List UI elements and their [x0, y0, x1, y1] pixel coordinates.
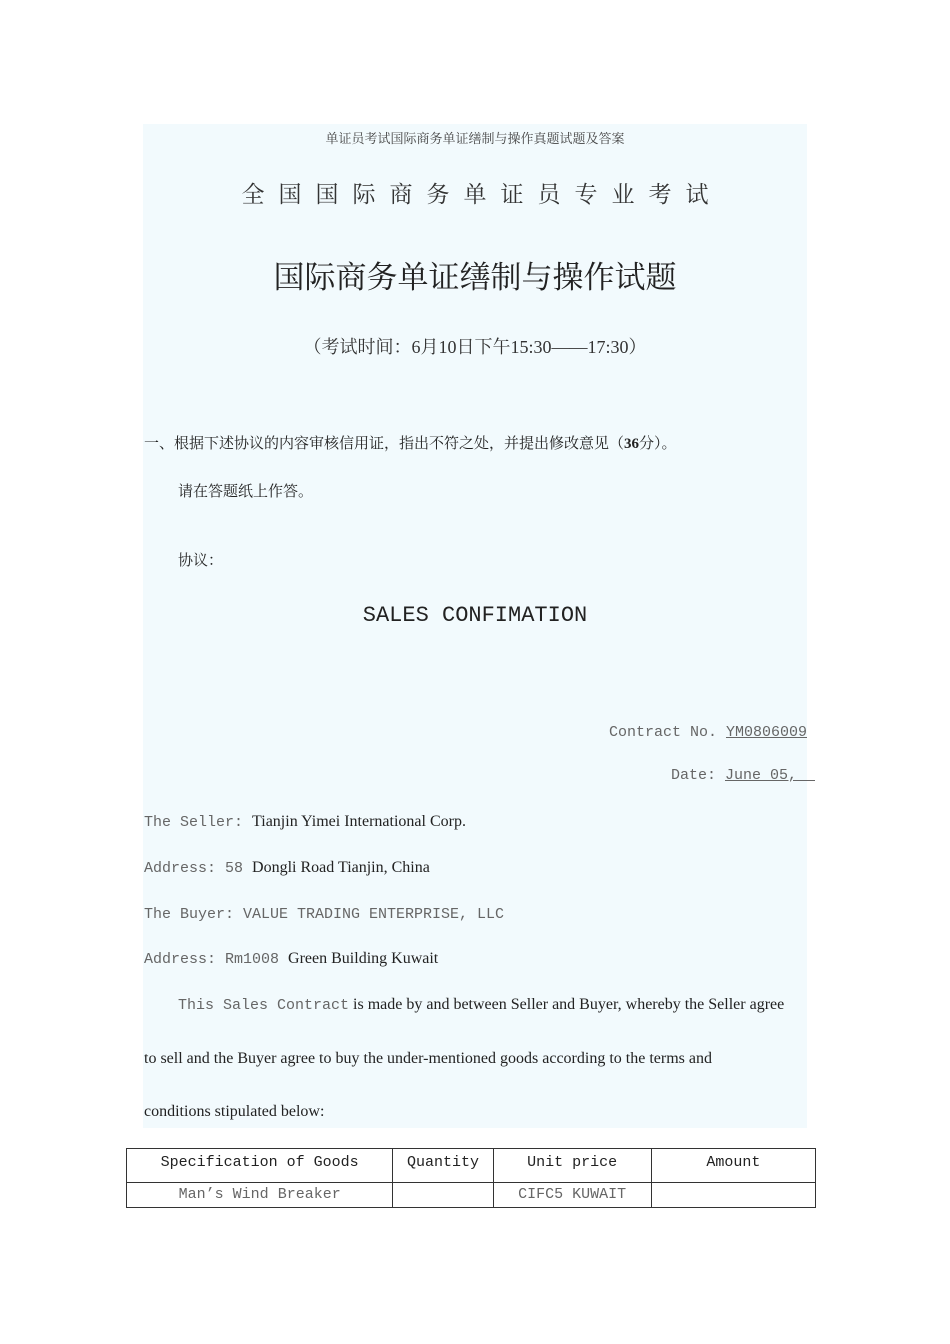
date-value: June 05,	[724, 767, 815, 784]
cell-specification: Man’s Wind Breaker	[127, 1183, 393, 1208]
question-1-text: 一、根据下述协议的内容审核信用证，指出不符之处，并提出修改意见（	[144, 434, 625, 452]
goods-table	[126, 1148, 816, 1208]
contract-paragraph-line-3: conditions stipulated below:	[144, 1103, 325, 1120]
buyer-line: The Buyer: VALUE TRADING ENTERPRISE, LLC	[144, 906, 505, 923]
sales-confirmation-title: SALES CONFIMATION	[362, 603, 588, 628]
agreement-label: 协议：	[178, 551, 224, 569]
cell-unit-price: CIFC5 KUWAIT	[493, 1183, 651, 1208]
contract-paragraph-line-1	[144, 996, 784, 1014]
seller-label: The Seller:	[144, 814, 244, 831]
buyer-address-label: Address: Rm1008	[144, 951, 280, 968]
date-label: Date:	[670, 767, 716, 784]
contract-paragraph-lead: This Sales Contract	[178, 997, 350, 1014]
question-1-score: 36	[624, 436, 640, 452]
goods-table-header	[127, 1149, 816, 1183]
contract-paragraph-line-2: to sell and the Buyer agree to buy the under-mentioned goods according to the terms and	[144, 1050, 712, 1067]
question-1-score-unit: 分）。	[639, 434, 677, 452]
cell-quantity	[393, 1183, 493, 1208]
header-quantity: Quantity	[393, 1149, 493, 1183]
seller-name: Tianjin Yimei International Corp.	[252, 813, 466, 830]
main-title: 国际商务单证缮制与操作试题	[273, 260, 677, 296]
contract-paragraph-text: is made by and between Seller and Buyer, whereby the Seller agree	[353, 996, 785, 1013]
document-header: 单证员考试国际商务单证缮制与操作真题试题及答案	[325, 132, 625, 147]
seller-address-line	[144, 859, 430, 877]
header-amount: Amount	[651, 1149, 815, 1183]
exam-time: （考试时间：6月10日下午15:30——17:30）	[303, 337, 647, 357]
answer-instruction: 请在答题纸上作答。	[178, 482, 314, 500]
date-line	[671, 767, 815, 784]
buyer-address: Green Building Kuwait	[288, 950, 439, 967]
contract-number-label: Contract No.	[608, 724, 717, 741]
contract-number-line	[609, 724, 807, 741]
cell-amount	[651, 1183, 815, 1208]
header-specification: Specification of Goods	[127, 1149, 393, 1183]
header-unit-price: Unit price	[493, 1149, 651, 1183]
question-1	[144, 432, 677, 453]
buyer-address-line	[144, 950, 438, 968]
contract-number: YM0806009	[725, 724, 807, 741]
exam-title: 全国国际商务单证员专业考试	[241, 182, 723, 208]
table-row	[127, 1183, 816, 1208]
seller-address-label: Address: 58	[144, 860, 244, 877]
seller-line	[144, 813, 466, 831]
seller-address: Dongli Road Tianjin, China	[252, 859, 430, 876]
